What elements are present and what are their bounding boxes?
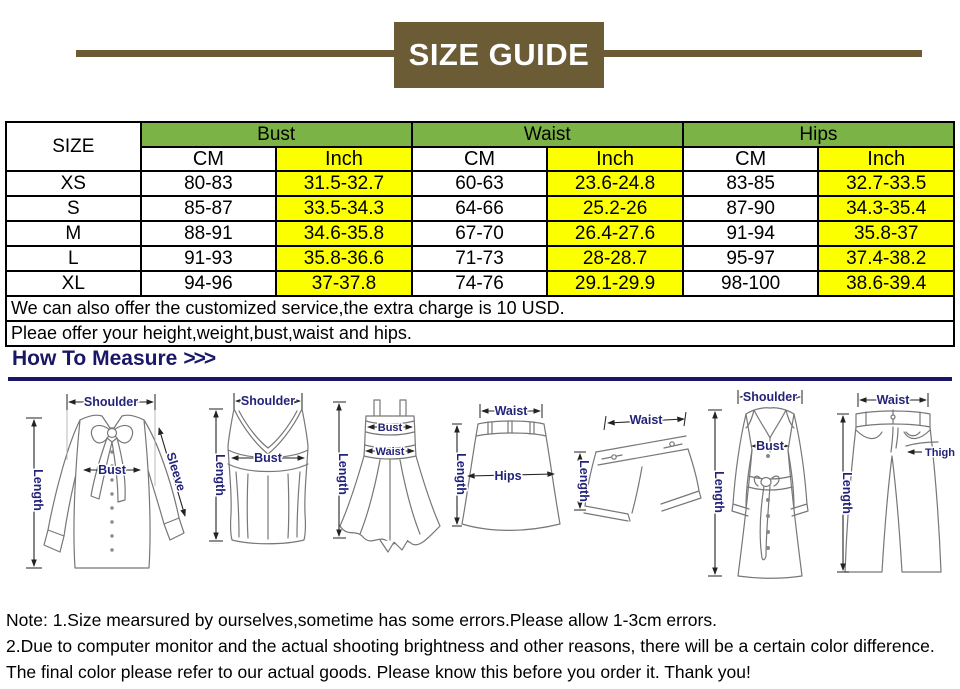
waist-cm-value: 60-63 [412,171,548,196]
waist-inch-value: 28-28.7 [547,246,683,271]
custom-service-note: We can also offer the customized service,the extra charge is 10 USD. [6,296,954,321]
bust-inch-value: 37-37.8 [276,271,412,296]
hips-cm-value: 87-90 [683,196,819,221]
bust-inch-header: Inch [276,147,412,171]
length-label: Length [454,453,468,495]
waist-inch-value: 23.6-24.8 [547,171,683,196]
length-label: Length [336,453,350,495]
bust-label: Bust [98,463,126,477]
shoulder-label: Shoulder [83,395,139,409]
length-label: Length [840,472,854,514]
section-divider-line [8,377,952,381]
bust-label: Bust [254,451,282,465]
hips-inch-value: 37.4-38.2 [818,246,954,271]
waist-inch-value: 25.2-26 [547,196,683,221]
thigh-label: Thigh [925,447,955,459]
note-line-1: Note: 1.Size mearsured by ourselves,sometime has some errors.Please allow 1-3cm errors. [6,610,717,630]
length-label: Length [31,469,45,511]
table-row [6,221,954,246]
hips-cm-header: CM [683,147,819,171]
hips-label: Hips [494,469,522,483]
bust-cm-value: 80-83 [141,171,277,196]
hips-inch-value: 32.7-33.5 [818,171,954,196]
table-unit-header-row [6,147,954,171]
size-cell: L [6,246,141,271]
bust-inch-value: 35.8-36.6 [276,246,412,271]
size-cell: M [6,221,141,246]
service-note-row [6,321,954,346]
coat-diagram [702,388,837,583]
waist-cm-value: 71-73 [412,246,548,271]
size-guide-banner [394,22,604,88]
skirt-diagram [450,402,558,542]
bust-cm-value: 94-96 [141,271,277,296]
table-group-header-row [6,122,954,147]
bust-cm-value: 85-87 [141,196,277,221]
hips-inch-value: 35.8-37 [818,221,954,246]
note-line-3: The final color please refer to our actual goods. Please know this before you order it. Thank you! [6,662,751,682]
waist-label: Waist [629,413,663,427]
waist-cm-value: 64-66 [412,196,548,221]
hips-inch-header: Inch [818,147,954,171]
bust-inch-value: 31.5-32.7 [276,171,412,196]
hips-group-header: Hips [683,122,954,147]
waist-label: Waist [494,404,528,418]
bust-inch-value: 34.6-35.8 [276,221,412,246]
length-label: Length [712,471,726,513]
shoulder-label: Shoulder [240,394,296,408]
blouse-diagram [22,390,202,575]
footer-notes [6,607,956,685]
table-row [6,171,954,196]
bust-cm-header: CM [141,147,277,171]
dress-diagram [330,396,448,556]
table-row [6,196,954,221]
bust-label: Bust [756,439,784,453]
shoulder-label: Shoulder [742,390,798,404]
size-column-header: SIZE [6,122,141,171]
bust-inch-value: 33.5-34.3 [276,196,412,221]
table-row [6,246,954,271]
size-cell: XS [6,171,141,196]
note-line-2: 2.Due to computer monitor and the actual shooting brightness and other reasons, there will be a certain color difference. [6,636,935,656]
bust-label: Bust [377,422,403,434]
bust-cm-value: 91-93 [141,246,277,271]
hips-cm-value: 91-94 [683,221,819,246]
page-title: SIZE GUIDE [408,37,590,72]
waist-cm-value: 74-76 [412,271,548,296]
hips-cm-value: 95-97 [683,246,819,271]
shorts-diagram [572,412,692,532]
pants-diagram [836,390,958,582]
triple-chevron-icon: >>> [183,347,215,370]
waist-cm-value: 67-70 [412,221,548,246]
measure-diagrams [0,388,960,602]
waist-label: Waist [876,393,910,407]
table-row [6,271,954,296]
bust-group-header: Bust [141,122,412,147]
service-note-row [6,296,954,321]
measurements-request-note: Pleae offer your height,weight,bust,waist and hips. [6,321,954,346]
hips-cm-value: 98-100 [683,271,819,296]
hips-inch-value: 38.6-39.4 [818,271,954,296]
size-chart-table [5,121,955,347]
tank-top-diagram [206,390,328,560]
how-to-measure-heading: How To Measure >>> [12,347,215,370]
waist-group-header: Waist [412,122,683,147]
bust-cm-value: 88-91 [141,221,277,246]
waist-inch-header: Inch [547,147,683,171]
waist-cm-header: CM [412,147,548,171]
hips-inch-value: 34.3-35.4 [818,196,954,221]
size-cell: S [6,196,141,221]
waist-inch-value: 29.1-29.9 [547,271,683,296]
size-chart [5,121,955,347]
length-label: Length [213,454,227,496]
waist-label: Waist [375,446,405,458]
hips-cm-value: 83-85 [683,171,819,196]
waist-inch-value: 26.4-27.6 [547,221,683,246]
sleeve-label: Sleeve [163,450,189,493]
length-label: Length [577,460,591,502]
size-cell: XL [6,271,141,296]
